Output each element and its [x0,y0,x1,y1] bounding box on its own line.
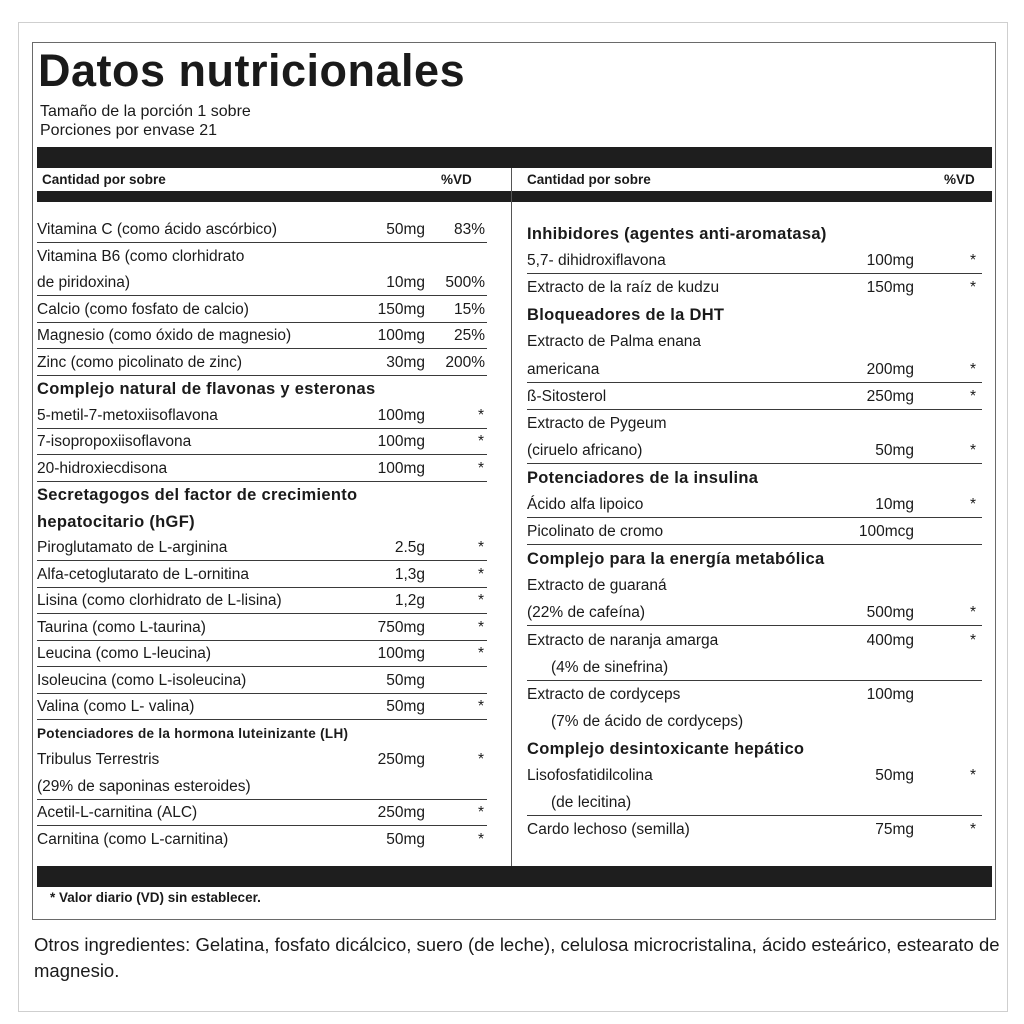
nutrient-dv: * [477,645,484,662]
nutrient-amount: 750mg [377,618,425,636]
nutrient-amount: 10mg [386,274,425,291]
bottom-thick-bar [37,866,992,887]
nutrient-amount: 50mg [875,767,914,784]
nutrient-amount: 250mg [377,751,425,768]
nutrient-name: Vitamina C (como ácido ascórbico) [37,221,278,238]
nutrient-amount: 50mg [386,671,425,689]
nutrient-row [527,790,982,816]
nutrient-row [527,655,982,681]
nutrient-name: Vitamina B6 (como clorhidrato [37,247,245,265]
nutrient-amount: 2.5g [394,539,425,556]
nutrient-name: Acetil-L-carnitina (ALC) [37,804,198,821]
nutrient-row [37,270,487,296]
nutrient-amount: 200mg [866,360,914,378]
nutrient-row [527,600,982,626]
nutrient-amount: 10mg [875,496,914,513]
nutrient-row [527,628,982,654]
nutrient-amount: 150mg [377,300,425,318]
nutrient-name: Isoleucina (como L-isoleucina) [37,671,247,689]
nutrient-name: Extracto de la raíz de kudzu [527,279,720,297]
nutrient-dv: * [969,496,976,513]
nutrient-name: Extracto de naranja amarga [527,631,719,649]
nutrient-dv: * [477,406,484,424]
serving-size: Tamaño de la porción 1 sobre [40,103,251,120]
section-heading: Complejo desintoxicante hepático [527,739,805,758]
nutrient-row [37,668,487,694]
nutrient-row [527,492,982,518]
nutrient-name: Extracto de guaraná [527,577,667,595]
nutrient-name: 5-metil-7-metoxiisoflavona [37,406,218,424]
nutrient-amount: 50mg [386,221,425,238]
nutrient-amount: 500mg [866,604,914,622]
nutrient-amount: 100mg [866,685,914,703]
nutrient-row [37,774,487,800]
nutrient-name: (22% de cafeína) [527,604,646,622]
nutrient-amount: 250mg [377,804,425,821]
nutrient-amount: 75mg [875,821,914,839]
nutrient-amount: 100mcg [858,523,914,541]
nutrient-dv: * [969,252,976,270]
other-ingredients: Otros ingredientes: Gelatina, fosfato dicálcico, suero (de leche), celulosa microcristalina, ácido esteárico, estearato de magnesio. [34,934,1000,981]
nutrient-amount: 100mg [866,252,914,270]
section-heading: Bloqueadores de la DHT [527,306,725,325]
nutrient-amount: 1,2g [394,592,425,609]
nutrient-name: Carnitina (como L-carnitina) [37,830,229,848]
nutrient-row [37,641,487,667]
nutrient-dv: * [969,631,976,649]
nutrient-name: (de lecitina) [551,794,632,812]
footnote: * Valor diario (VD) sin establecer. [50,890,261,905]
nutrient-name: Extracto de Pygeum [527,414,667,432]
section-heading: Secretagogos del factor de crecimiento [37,486,358,504]
nutrient-row [527,248,982,274]
nutrient-row [37,217,487,243]
header-bar [37,191,992,202]
nutrient-amount: 50mg [386,830,425,848]
nutrient-row [37,694,487,720]
nutrient-name: Leucina (como L-leucina) [37,645,212,662]
nutrient-dv: 500% [445,274,485,291]
top-thick-bar [37,147,992,168]
nutrient-dv: * [477,698,484,715]
nutrient-name: Tribulus Terrestris [37,751,160,768]
nutrient-row [527,682,982,708]
nutrient-row [37,350,487,376]
nutrient-name: Zinc (como picolinato de zinc) [37,353,243,371]
nutrient-dv: * [969,279,976,297]
nutrient-name: 5,7- dihidroxiflavona [527,252,666,270]
nutrient-dv: * [477,751,484,768]
page-title: Datos nutricionales [38,45,466,96]
section-heading: Complejo para la energía metabólica [527,550,825,569]
nutrient-name: Extracto de Palma enana [527,333,702,351]
nutrient-dv: 25% [453,327,485,344]
nutrient-row [527,709,982,735]
nutrient-dv: 15% [453,300,485,318]
right-dv-header: %VD [944,172,975,187]
nutrient-dv: 200% [445,353,485,371]
nutrient-name: americana [527,360,600,378]
nutrient-dv: * [969,360,976,378]
nutrient-dv: 83% [453,221,485,238]
nutrient-row [527,438,982,464]
section-heading: Potenciadores de la hormona luteinizante (LH) [37,725,349,741]
nutrient-row [37,429,487,455]
nutrient-name: (4% de sinefrina) [551,658,669,676]
nutrient-row [527,519,982,545]
nutrient-name: Magnesio (como óxido de magnesio) [37,327,292,344]
nutrient-name: Cardo lechoso (semilla) [527,821,690,839]
nutrient-row [37,800,487,826]
nutrient-amount: 400mg [866,631,914,649]
nutrient-row [37,456,487,482]
nutrient-row [527,763,982,789]
nutrient-amount: 100mg [377,645,425,662]
nutrient-amount: 100mg [377,459,425,477]
nutrient-name: Piroglutamato de L-arginina [37,539,228,556]
nutrient-row [37,747,487,773]
servings-per-container: Porciones por envase 21 [40,122,217,139]
nutrient-row [527,411,982,437]
nutrient-name: Lisina (como clorhidrato de L-lisina) [37,592,282,609]
left-amount-header: Cantidad por sobre [42,172,166,187]
nutrient-dv: * [477,618,484,636]
nutrient-amount: 50mg [386,698,425,715]
nutrient-dv: * [477,830,484,848]
nutrient-name: Alfa-cetoglutarato de L-ornitina [37,565,249,583]
nutrient-row [37,615,487,641]
nutrient-dv: * [969,387,976,405]
nutrient-dv: * [477,804,484,821]
nutrient-row [37,588,487,614]
nutrient-row [527,817,982,843]
nutrient-row [37,244,487,270]
nutrient-amount: 30mg [386,353,425,371]
nutrient-name: Calcio (como fosfato de calcio) [37,300,249,318]
section-heading: Potenciadores de la insulina [527,468,759,487]
nutrient-name: Taurina (como L-taurina) [37,618,206,636]
nutrient-dv: * [477,459,484,477]
nutrient-name: Lisofosfatidilcolina [527,767,653,784]
nutrient-row [527,357,982,383]
nutrient-name: Ácido alfa lipoico [527,496,644,513]
right-amount-header: Cantidad por sobre [527,172,651,187]
nutrient-row [527,573,982,599]
nutrient-row [527,384,982,410]
nutrient-amount: 1,3g [394,565,425,583]
nutrient-row [37,535,487,561]
nutrient-dv: * [477,539,484,556]
nutrient-dv: * [969,604,976,622]
nutrient-row [527,275,982,301]
nutrient-dv: * [477,565,484,583]
nutrient-amount: 100mg [377,406,425,424]
nutrient-dv: * [969,821,976,839]
nutrient-amount: 250mg [866,387,914,405]
nutrient-amount: 150mg [866,279,914,297]
nutrient-row [37,562,487,588]
left-dv-header: %VD [441,172,472,187]
nutrient-dv: * [477,433,484,450]
nutrient-amount: 50mg [875,441,914,459]
nutrient-name: (7% de ácido de cordyceps) [551,712,744,730]
nutrient-dv: * [477,592,484,609]
nutrient-name: (ciruelo africano) [527,441,643,459]
nutrient-name: de piridoxina) [37,274,131,291]
nutrient-name: Picolinato de cromo [527,523,664,541]
nutrient-amount: 100mg [377,433,425,450]
section-heading: hepatocitario (hGF) [37,512,195,531]
nutrient-amount: 100mg [377,327,425,344]
section-heading: Complejo natural de flavonas y esteronas [37,380,376,398]
nutrient-row [37,403,487,429]
section-heading: Inhibidores (agentes anti-aromatasa) [527,225,827,243]
nutrient-name: (29% de saponinas esteroides) [37,777,251,795]
nutrient-name: 7-isopropoxiisoflavona [37,433,192,450]
nutrient-name: 20-hidroxiecdisona [37,459,168,477]
nutrient-dv: * [969,767,976,784]
nutrient-row [37,297,487,323]
nutrient-name: Valina (como L- valina) [37,698,195,715]
nutrient-row [527,329,982,355]
column-divider [511,168,512,866]
nutrient-row [37,323,487,349]
nutrient-name: ß-Sitosterol [527,387,607,405]
nutrient-dv: * [969,441,976,459]
nutrient-row [37,827,487,853]
nutrient-name: Extracto de cordyceps [527,685,681,703]
